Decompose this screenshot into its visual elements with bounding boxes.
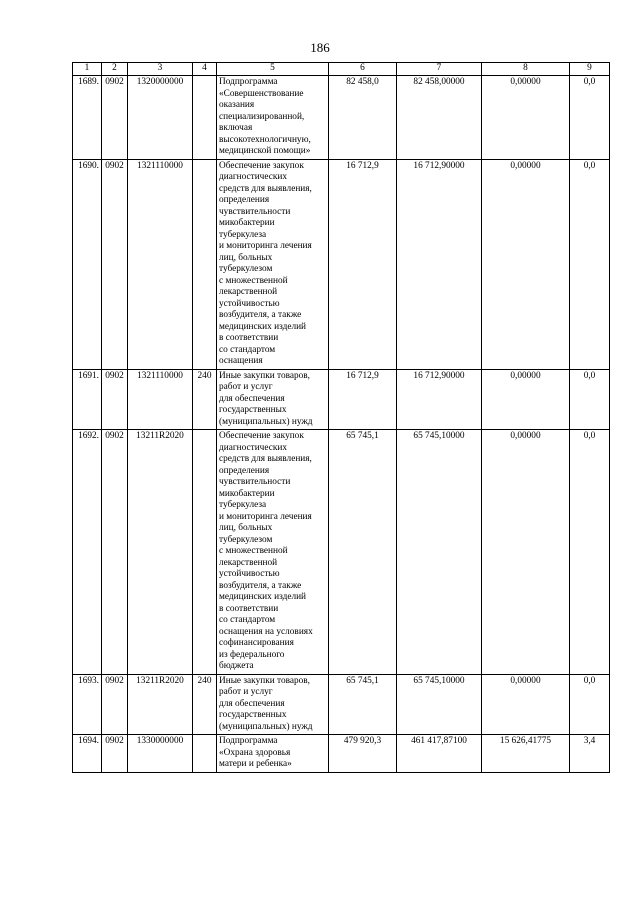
table-row xyxy=(73,735,610,773)
amount-col9: 0,0 xyxy=(570,674,610,735)
table-row xyxy=(73,674,610,735)
amount-col7: 65 745,10000 xyxy=(397,674,482,735)
column-header: 4 xyxy=(193,63,217,76)
amount-col7: 16 712,90000 xyxy=(397,159,482,369)
amount-col7: 461 417,87100 xyxy=(397,735,482,773)
section-code: 0902 xyxy=(102,76,128,160)
amount-col6: 65 745,1 xyxy=(329,674,397,735)
column-header: 6 xyxy=(329,63,397,76)
target-article-code: 1330000000 xyxy=(128,735,193,773)
row-number: 1692. xyxy=(73,430,102,675)
expense-type-code xyxy=(193,430,217,675)
item-name: Подпрограмма «Совершенствование оказания специализированной, включая высокотехнологичную, медицинской помощи» xyxy=(217,76,329,160)
section-code: 0902 xyxy=(102,430,128,675)
column-header: 5 xyxy=(217,63,329,76)
amount-col7: 65 745,10000 xyxy=(397,430,482,675)
amount-col8: 0,00000 xyxy=(482,159,570,369)
expense-type-code: 240 xyxy=(193,369,217,430)
section-code: 0902 xyxy=(102,159,128,369)
amount-col6: 16 712,9 xyxy=(329,159,397,369)
table-row xyxy=(73,159,610,369)
amount-col9: 0,0 xyxy=(570,430,610,675)
row-number: 1694. xyxy=(73,735,102,773)
amount-col8: 0,00000 xyxy=(482,430,570,675)
amount-col8: 0,00000 xyxy=(482,369,570,430)
item-name: Обеспечение закупок диагностических средств для выявления, определения чувствительности микобактерии туберкулеза и мониторинга лечения лиц, больных туберкулезом с множественной лекарственной устойчивостью возбудителя, а также медицинских изделий в соответствии со стандартом оснащения на условиях софинансирования из федерального бюджета xyxy=(217,430,329,675)
target-article-code: 1320000000 xyxy=(128,76,193,160)
amount-col9: 0,0 xyxy=(570,369,610,430)
column-header: 7 xyxy=(397,63,482,76)
amount-col7: 82 458,00000 xyxy=(397,76,482,160)
table-row xyxy=(73,369,610,430)
budget-table xyxy=(72,62,610,773)
column-header: 8 xyxy=(482,63,570,76)
target-article-code: 13211R2020 xyxy=(128,674,193,735)
amount-col7: 16 712,90000 xyxy=(397,369,482,430)
row-number: 1689. xyxy=(73,76,102,160)
amount-col6: 16 712,9 xyxy=(329,369,397,430)
item-name: Подпрограмма «Охрана здоровья матери и ребенка» xyxy=(217,735,329,773)
amount-col8: 15 626,41775 xyxy=(482,735,570,773)
amount-col6: 479 920,3 xyxy=(329,735,397,773)
amount-col9: 0,0 xyxy=(570,159,610,369)
page-number: 186 xyxy=(310,40,330,55)
item-name: Иные закупки товаров, работ и услуг для обеспечения государственных (муниципальных) нужд xyxy=(217,369,329,430)
expense-type-code xyxy=(193,159,217,369)
target-article-code: 13211R2020 xyxy=(128,430,193,675)
table-row xyxy=(73,430,610,675)
item-name: Обеспечение закупок диагностических средств для выявления, определения чувствительности микобактерии туберкулеза и мониторинга лечения лиц, больных туберкулезом с множественной лекарственной устойчивостью возбудителя, а также медицинских изделий в соответствии со стандартом оснащения xyxy=(217,159,329,369)
item-name: Иные закупки товаров, работ и услуг для обеспечения государственных (муниципальных) нужд xyxy=(217,674,329,735)
expense-type-code xyxy=(193,735,217,773)
column-header: 2 xyxy=(102,63,128,76)
column-header: 9 xyxy=(570,63,610,76)
target-article-code: 1321110000 xyxy=(128,369,193,430)
amount-col9: 0,0 xyxy=(570,76,610,160)
section-code: 0902 xyxy=(102,735,128,773)
row-number: 1693. xyxy=(73,674,102,735)
column-header: 1 xyxy=(73,63,102,76)
amount-col6: 82 458,0 xyxy=(329,76,397,160)
section-code: 0902 xyxy=(102,369,128,430)
table-row xyxy=(73,76,610,160)
amount-col8: 0,00000 xyxy=(482,674,570,735)
expense-type-code: 240 xyxy=(193,674,217,735)
expense-type-code xyxy=(193,76,217,160)
row-number: 1691. xyxy=(73,369,102,430)
target-article-code: 1321110000 xyxy=(128,159,193,369)
row-number: 1690. xyxy=(73,159,102,369)
column-header: 3 xyxy=(128,63,193,76)
amount-col6: 65 745,1 xyxy=(329,430,397,675)
amount-col9: 3,4 xyxy=(570,735,610,773)
table-header-row xyxy=(73,63,610,76)
amount-col8: 0,00000 xyxy=(482,76,570,160)
section-code: 0902 xyxy=(102,674,128,735)
